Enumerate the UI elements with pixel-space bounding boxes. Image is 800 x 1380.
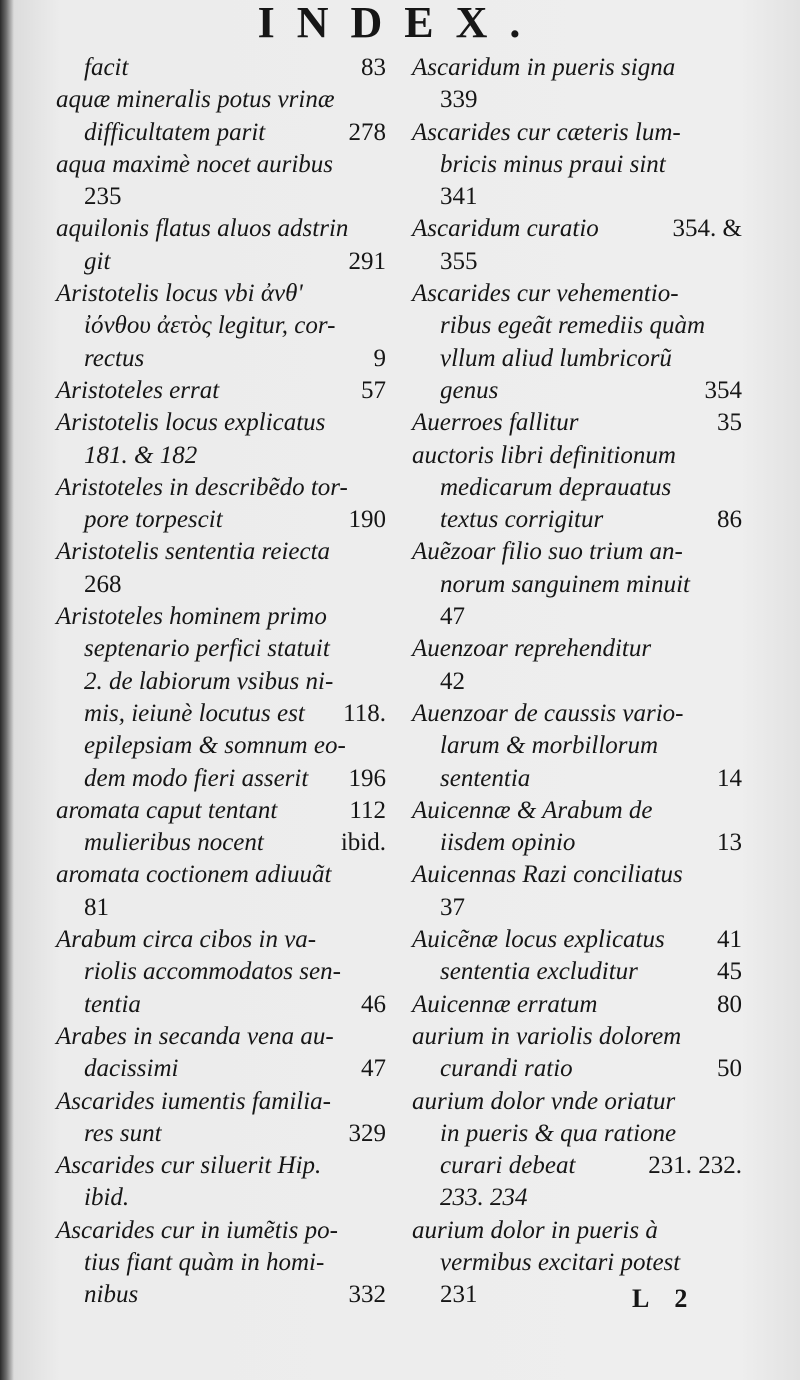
index-entry-line [412, 827, 742, 859]
entry-text: mis, ieiunè locutus est [84, 699, 305, 727]
page-reference: 268 [84, 570, 122, 598]
page-reference: 118. [343, 699, 386, 727]
page-reference: 14 [717, 764, 742, 792]
entry-text: aquilonis flatus aluos adstrin [56, 215, 349, 243]
index-entry-line [412, 666, 742, 698]
index-entry-line [412, 633, 742, 665]
page-reference: 81 [84, 893, 109, 921]
page-reference: 291 [348, 247, 386, 275]
index-entry-line [56, 763, 386, 795]
page-reference: 339 [440, 86, 478, 114]
index-entry-line [56, 956, 386, 988]
index-entry-line [412, 795, 742, 827]
index-entry-line [412, 213, 742, 245]
entry-text: aquæ mineralis potus vrinæ [56, 86, 335, 114]
entry-text: aromata caput tentant [56, 796, 278, 824]
index-entry-line [56, 1053, 386, 1085]
index-entry-line [56, 407, 386, 439]
index-entry-line [412, 536, 742, 568]
index-entry-line [412, 117, 742, 149]
index-entry-line [412, 730, 742, 762]
page-reference: 231. 232. [648, 1152, 742, 1180]
page-reference: 37 [440, 893, 465, 921]
index-entry-line [412, 859, 742, 891]
index-entry-line [56, 859, 386, 891]
page-reference: 35 [717, 409, 742, 437]
entry-text: Ascarides cur siluerit Hip. [56, 1152, 322, 1180]
index-entry-line [412, 149, 742, 181]
page-reference: 47 [361, 1055, 386, 1083]
index-entry-line [412, 1182, 742, 1214]
index-column-right [412, 52, 742, 1312]
page-reference: 231 [440, 1281, 478, 1309]
entry-text: facit [84, 54, 129, 81]
index-entry-line [56, 84, 386, 116]
index-entry-line [56, 1215, 386, 1247]
index-entry-line [412, 375, 742, 407]
index-entry-line [412, 1118, 742, 1150]
page-reference: 190 [348, 506, 386, 534]
page-reference: ibid. [340, 829, 386, 857]
index-entry-line [56, 1021, 386, 1053]
index-entry-line [56, 149, 386, 181]
index-entry-line [412, 1021, 742, 1053]
index-entry-line [412, 1247, 742, 1279]
entry-text: Auenzoar reprehenditur [412, 635, 652, 663]
index-entry-line [412, 472, 742, 504]
index-entry-line [412, 601, 742, 633]
entry-text: tentia [84, 990, 141, 1018]
entry-text: Ascarides cur vehementio- [412, 280, 679, 308]
entry-text: riolis accommodatos sen- [84, 958, 341, 986]
page-reference: 42 [440, 667, 465, 695]
entry-text: rectus [84, 344, 145, 372]
entry-text: mulieribus nocent [84, 829, 264, 857]
entry-text: Ascarides cur in iumẽtis po- [56, 1216, 338, 1244]
entry-text: textus corrigitur [440, 506, 604, 534]
index-entry-line [56, 1247, 386, 1279]
entry-text: epilepsiam & somnum eo- [84, 732, 346, 760]
entry-text: Auicennæ erratum [412, 990, 598, 1018]
index-entry-line [56, 989, 386, 1021]
signature-mark: L 2 [632, 1284, 698, 1313]
entry-text: septenario perfici statuit [84, 635, 330, 663]
index-entry-line [56, 1279, 386, 1311]
page-reference: 196 [348, 764, 386, 792]
page-reference: 341 [440, 183, 478, 211]
entry-text: Auenzoar de caussis vario- [412, 699, 684, 727]
entry-text: aromata coctionem adiuuãt [56, 861, 332, 889]
index-entry-line [412, 181, 742, 213]
page-reference: 235 [84, 183, 122, 211]
entry-text: res sunt [84, 1119, 162, 1147]
entry-text: vllum aliud lumbricorũ [440, 344, 672, 372]
index-entry-line [412, 698, 742, 730]
page-reference: 47 [440, 603, 465, 631]
index-entry-line [412, 892, 742, 924]
entry-text: Aristotelis locus vbi ἀνθ' [56, 280, 303, 308]
entry-text: 233. 234 [440, 1184, 528, 1212]
entry-text: Arabes in secanda vena au- [56, 1022, 334, 1050]
entry-text: larum & morbillorum [440, 732, 659, 760]
entry-text: curandi ratio [440, 1055, 573, 1083]
page-reference: 354. & [672, 215, 742, 243]
index-entry-line [56, 1150, 386, 1182]
entry-text: curari debeat [440, 1152, 576, 1180]
page-reference: 50 [717, 1055, 742, 1083]
entry-text: aurium in variolis dolorem [412, 1022, 682, 1050]
index-entry-line [412, 278, 742, 310]
page-reference: 86 [717, 506, 742, 534]
entry-text: Aristoteles hominem primo [56, 603, 327, 631]
index-entry-line [56, 278, 386, 310]
index-entry-line [56, 1182, 386, 1214]
page-reference: 329 [348, 1119, 386, 1147]
entry-text: norum sanguinem minuit [440, 570, 690, 598]
entry-text: vermibus excitari potest [440, 1248, 681, 1276]
index-entry-line [56, 52, 386, 84]
index-entry-line [412, 310, 742, 342]
page-reference: 83 [361, 54, 386, 81]
entry-text: aurium dolor vnde oriatur [412, 1087, 676, 1115]
page-reference: 354 [704, 376, 742, 404]
index-entry-line [412, 1086, 742, 1118]
entry-text: Aristotelis sententia reiecta [56, 538, 331, 566]
index-entry-line [412, 569, 742, 601]
index-entry-line [56, 117, 386, 149]
index-entry-line [56, 375, 386, 407]
entry-text: Auerroes fallitur [412, 409, 579, 437]
page-reference: 355 [440, 247, 478, 275]
entry-text: ἰόνθου ἀετὸς legitur, cor- [84, 312, 336, 340]
index-entry-line [56, 1118, 386, 1150]
index-entry-line [56, 633, 386, 665]
index-entry-line [56, 795, 386, 827]
index-entry-line [412, 504, 742, 536]
index-entry-line [412, 1150, 742, 1182]
entry-text: Auẽzoar filio suo trium an- [412, 538, 683, 566]
page-reference: 332 [348, 1281, 386, 1309]
entry-text: Auicennas Razi conciliatus [412, 861, 683, 889]
entry-text: aqua maximè nocet auribus [56, 150, 334, 178]
index-entry-line [56, 504, 386, 536]
index-entry-line [412, 956, 742, 988]
entry-text: aurium dolor in pueris à [412, 1216, 658, 1244]
page-reference: 46 [361, 990, 386, 1018]
page-reference: 57 [361, 376, 386, 404]
index-entry-line [56, 698, 386, 730]
index-entry-line [56, 924, 386, 956]
entry-text: medicarum deprauatus [440, 473, 672, 501]
page-reference: 41 [717, 926, 742, 954]
entry-text: dacissimi [84, 1055, 179, 1083]
entry-text: sententia excluditur [440, 958, 638, 986]
index-entry-line [56, 472, 386, 504]
index-entry-line [412, 924, 742, 956]
index-entry-line [412, 246, 742, 278]
index-entry-line [56, 730, 386, 762]
entry-text: iisdem opinio [440, 829, 576, 857]
index-entry-line [412, 440, 742, 472]
index-entry-line [412, 989, 742, 1021]
index-entry-line [412, 343, 742, 375]
index-column-left [56, 52, 386, 1312]
index-entry-line [412, 1215, 742, 1247]
index-entry-line [412, 84, 742, 116]
entry-text: auctoris libri definitionum [412, 441, 676, 469]
entry-text: Ascaridum curatio [412, 215, 599, 243]
entry-text: dem modo fieri asserit [84, 764, 309, 792]
index-entry-line [412, 407, 742, 439]
entry-text: genus [440, 376, 499, 404]
page-reference: 13 [717, 829, 742, 857]
index-entry-line [56, 213, 386, 245]
entry-text: Arabum circa cibos in va- [56, 926, 317, 954]
index-entry-line [56, 181, 386, 213]
entry-text: ibid. [84, 1184, 130, 1212]
entry-text: 2. de labiorum vsibus ni- [84, 667, 334, 695]
index-entry-line [56, 1086, 386, 1118]
entry-text: Ascaridum in pueris signa [412, 54, 676, 81]
entry-text: pore torpescit [84, 506, 223, 534]
entry-text: 181. & 182 [84, 441, 198, 469]
index-entry-line [56, 343, 386, 375]
page-reference: 9 [373, 344, 386, 372]
index-entry-line [56, 666, 386, 698]
index-entry-line [56, 892, 386, 924]
page-reference: 112 [349, 796, 386, 824]
entry-text: git [84, 247, 111, 275]
entry-text: nibus [84, 1281, 139, 1309]
index-entry-line [56, 246, 386, 278]
entry-text: Ascarides cur cæteris lum- [412, 118, 681, 146]
entry-text: Aristotelis locus explicatus [56, 409, 326, 437]
index-entry-line [412, 1053, 742, 1085]
page-reference: 80 [717, 990, 742, 1018]
entry-text: bricis minus praui sint [440, 150, 666, 178]
index-entry-line [56, 601, 386, 633]
index-entry-line [56, 310, 386, 342]
entry-text: Auicennæ & Arabum de [412, 796, 653, 824]
entry-text: Aristoteles errat [56, 376, 220, 404]
entry-text: in pueris & qua ratione [440, 1119, 677, 1147]
index-entry-line [56, 440, 386, 472]
entry-text: difficultatem parit [84, 118, 266, 146]
index-entry-line [412, 52, 742, 84]
index-entry-line [56, 536, 386, 568]
entry-text: Ascarides iumentis familia- [56, 1087, 331, 1115]
entry-text: sententia [440, 764, 531, 792]
page-reference: 45 [717, 958, 742, 986]
entry-text: tius fiant quàm in homi- [84, 1248, 325, 1276]
entry-text: Auicẽnæ locus explicatus [412, 926, 665, 954]
index-entry-line [412, 763, 742, 795]
index-entry-line [56, 569, 386, 601]
entry-text: ribus egeãt remediis quàm [440, 312, 706, 340]
page-title: INDEX. [257, 0, 543, 47]
index-entry-line [56, 827, 386, 859]
page-reference: 278 [348, 118, 386, 146]
entry-text: Aristoteles in describẽdo tor- [56, 473, 348, 501]
